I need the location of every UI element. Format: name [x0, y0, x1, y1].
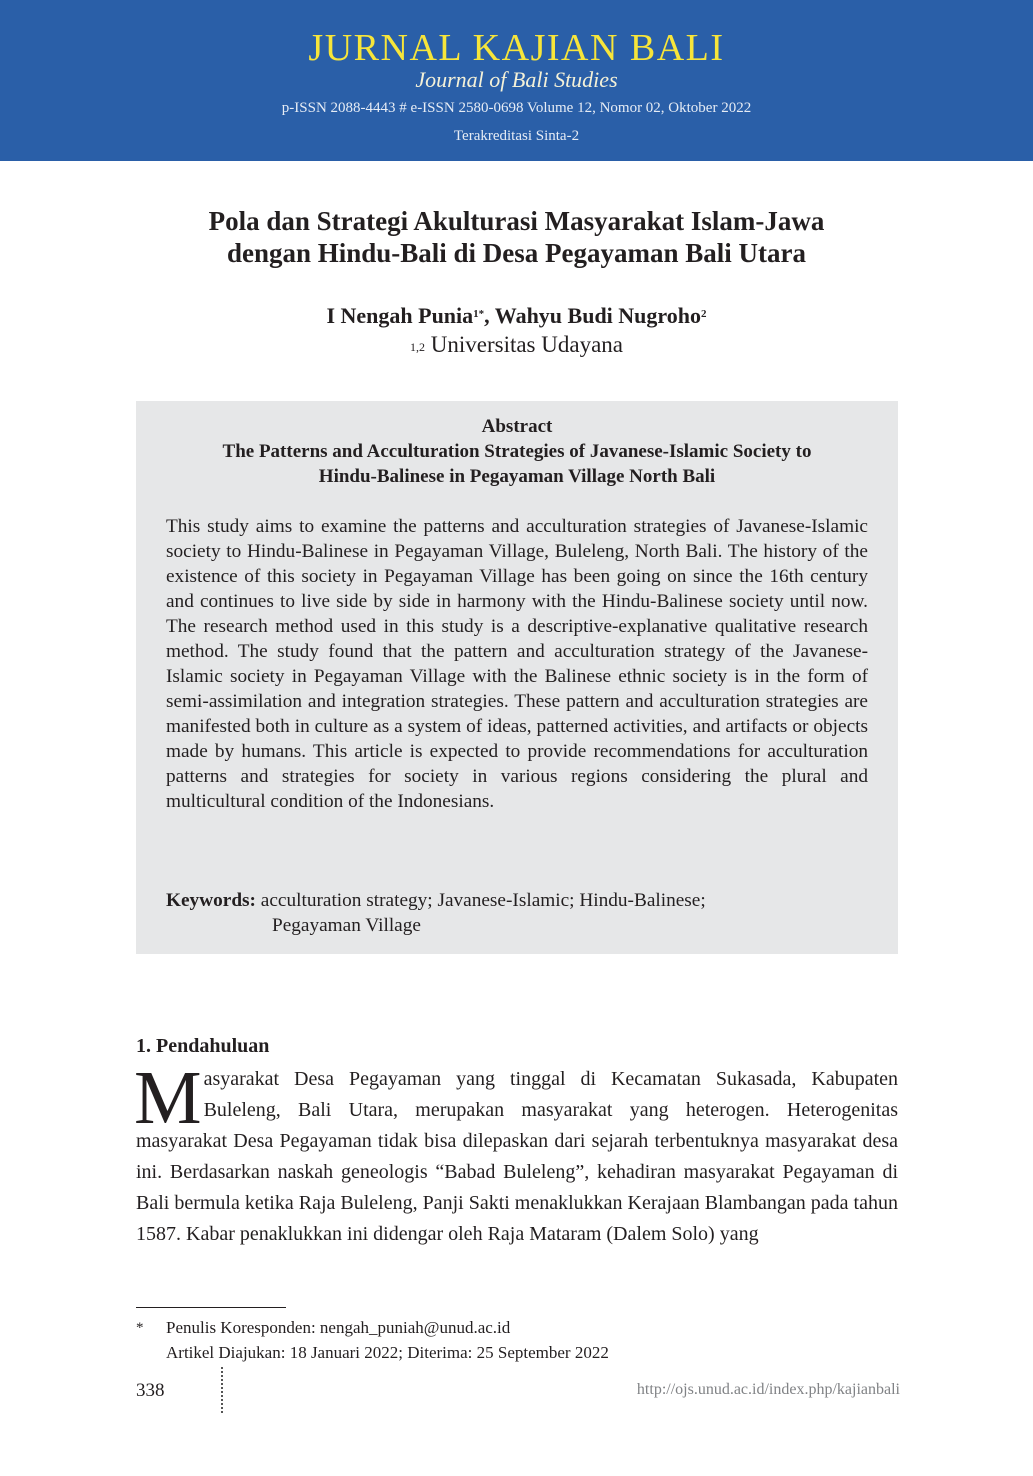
journal-url: http://ojs.unud.ac.id/index.php/kajianbali	[636, 1381, 900, 1398]
body-paragraph-text: asyarakat Desa Pegayaman yang tinggal di Kecamatan Sukasada, Kabupaten Buleleng, Bali Utara, merupakan masyarakat yang heterogen. Heterogenitas masyarakat Desa Pegayaman tidak bisa dilepaskan dari sejarah terbentuknya masyarakat desa ini. Berdasarkan naskah geneologis “Babad Buleleng”, kehadiran masyarakat Pegayaman di Bali bermula ketika Raja Buleleng, Panji Sakti menaklukkan Kerajaan Blambangan pada tahun 1587. Kabar penaklukkan ini didengar oleh Raja Mataram (Dalem Solo) yang	[136, 1068, 898, 1245]
affiliation-name: Universitas Udayana	[430, 332, 623, 357]
keywords-line1: acculturation strategy; Javanese-Islamic; Hindu-Balinese;	[260, 890, 706, 911]
affiliation-sup: 1,2	[410, 340, 425, 354]
abstract-title-line2: Hindu-Balinese in Pegayaman Village North Bali	[318, 466, 716, 487]
abstract-title	[156, 439, 878, 489]
keywords-line2: Pegayaman Village	[272, 915, 421, 936]
footnote-correspondent: Penulis Koresponden: nengah_puniah@unud.ac.id	[166, 1318, 511, 1337]
page-number: 338	[136, 1380, 165, 1401]
keywords-label: Keywords:	[166, 890, 256, 911]
body-paragraph	[134, 1056, 898, 1250]
author-list	[0, 302, 1033, 330]
footnote-dates: Artikel Diajukan: 18 Januari 2022; Diterima: 25 September 2022	[166, 1343, 609, 1362]
author-1-sup: 1*	[473, 308, 485, 320]
article-title-line2: dengan Hindu-Bali di Desa Pegayaman Bali Utara	[226, 238, 807, 268]
abstract-heading: Abstract	[481, 416, 553, 437]
issn-line: p-ISSN 2088-4443 # e-ISSN 2580-0698 Volume 12, Nomor 02, Oktober 2022	[281, 100, 752, 116]
footer-dotted-divider	[221, 1367, 223, 1413]
footnote-rule	[136, 1307, 286, 1308]
author-1: I Nengah Punia	[326, 303, 474, 328]
footnote-marker: *	[136, 1320, 144, 1336]
journal-title: JURNAL KAJIAN BALI	[308, 27, 725, 69]
journal-subtitle: Journal of Bali Studies	[415, 67, 618, 92]
abstract-title-line1: The Patterns and Acculturation Strategies of Javanese-Islamic Society to	[222, 441, 812, 462]
abstract-body: This study aims to examine the patterns and acculturation strategies of Javanese-Islamic society to Hindu-Balinese in Pegayaman Village, Buleleng, North Bali. The history of the existence of this society in Pegayaman Village has been going on since the 16th century and continues to live side by side in harmony with the Hindu-Balinese society until now. The research method used in this study is a descriptive-explanative qualitative research method. The study found that the pattern and acculturation strategy of the Javanese-Islamic society in Pegayaman Village with the Balinese ethnic society is in the form of semi-assimilation and integration strategies. These pattern and acculturation strategies are manifested both in culture as a system of ideas, patterned activities, and artifacts or objects made by humans. This article is expected to provide recommendations for acculturation patterns and strategies for society in various regions considering the plural and multicultural condition of the Indonesians.	[166, 516, 868, 812]
article-title-line1: Pola dan Strategi Akulturasi Masyarakat Islam-Jawa	[208, 206, 825, 236]
affiliation	[0, 331, 1033, 359]
abstract-box	[136, 401, 898, 954]
keywords	[166, 888, 868, 938]
author-separator: ,	[484, 303, 495, 328]
article-title	[100, 205, 933, 269]
accreditation: Terakreditasi Sinta-2	[453, 128, 580, 144]
author-2-sup: 2	[701, 308, 707, 320]
author-2: Wahyu Budi Nugroho	[494, 303, 702, 328]
section-heading: 1. Pendahuluan	[136, 1035, 270, 1057]
drop-cap: M	[134, 1056, 202, 1140]
journal-header	[0, 0, 1033, 161]
